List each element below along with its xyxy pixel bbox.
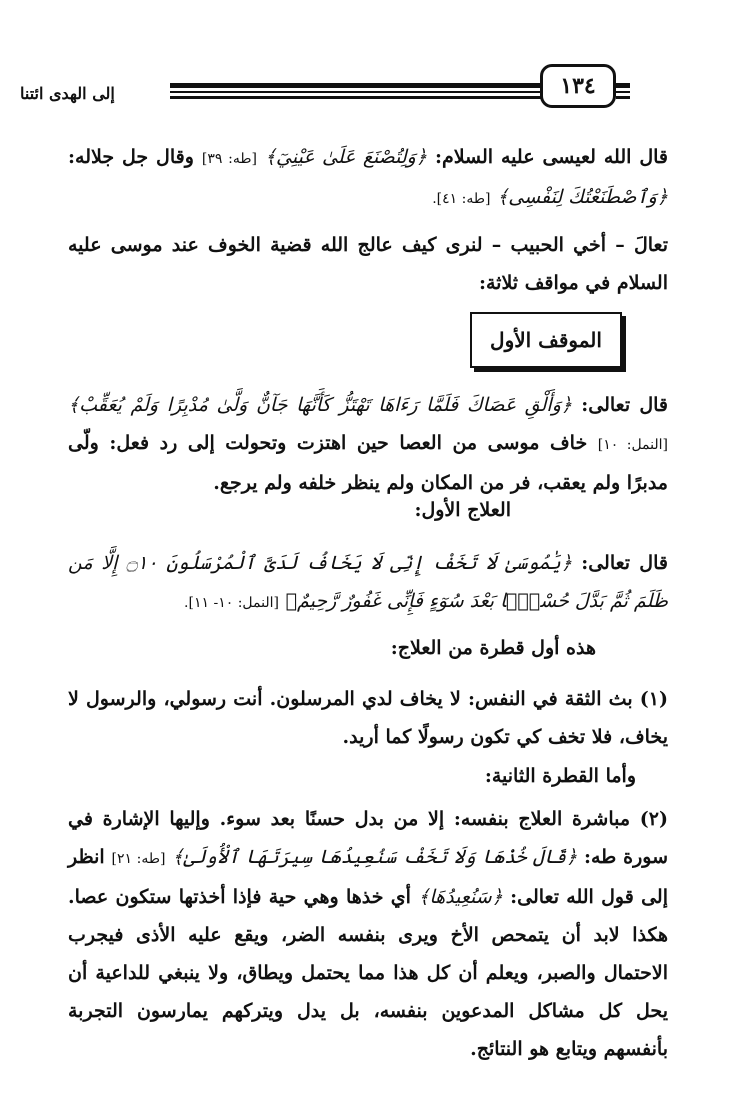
quran-verse: ﴿وَٱصْطَنَعْتُكَ لِنَفْسِى﴾ xyxy=(497,186,668,208)
paragraph-text: خاف موسى من العصا حين اهتزت وتحولت إلى رد فعل: ولّى مدبرًا ولم يعقب، فر من المكان ولم ينظر خلفه ولم يرجع. xyxy=(68,432,668,494)
header-rule xyxy=(616,83,630,88)
quran-verse: ﴿يَٰمُوسَىٰ لَا تَخَفْ إِنِّى لَا يَخَافُ لَدَىَّ ٱلْمُرْسَلُونَ ۝١٠ إِلَّا مَن ظَلَمَ ثُمَّ بَدَّلَ حُسْنًۢا بَعْدَ سُوٓءٍ فَإِنِّى غَفُورٌ رَّحِيمٌ﴾ xyxy=(68,552,668,612)
paragraph-text: انظر إلى قول الله تعالى: xyxy=(68,846,668,908)
paragraph-text: وقال جل جلاله: xyxy=(68,146,194,168)
header-rule xyxy=(170,96,542,99)
running-header-title: إلى الهدى ائتنا xyxy=(20,84,115,103)
header-rule xyxy=(616,91,630,93)
verse-reference: [النمل: ١٠- ١١]. xyxy=(184,595,279,611)
subheading-first-drop: هذه أول قطرة من العلاج: xyxy=(390,637,596,659)
verse-reference: [طه: ٣٩] xyxy=(201,151,257,167)
verse-reference: [النمل: ١٠] xyxy=(597,437,668,453)
paragraph-remedy-verse xyxy=(68,544,668,622)
header-rule xyxy=(170,83,542,88)
quran-verse: ﴿سَنُعِيدُهَا﴾ xyxy=(418,886,503,908)
subheading-first-remedy: العلاج الأول: xyxy=(414,499,511,521)
verse-reference: [طه: ٤١]. xyxy=(432,191,491,207)
paragraph-text: أي خذها وهي حية فإذا أخذتها ستكون عصا. هكذا لابد أن يتمحص الأخ ويرى بنفسه الضر، ويقع عليه الأذى فيجرب الاحتمال والصبر، ويعلم أن كل هذا مما يحتمل ويطاق، ولا ينبغي للداعية أن يحل كل مشاكل المدعوين بنفسه، بل يدل ويتركهم يمارسون التجربة بأنفسهم ويتابع هو النتائج. xyxy=(68,886,668,1060)
verse-reference: [طه: ٢١] xyxy=(111,851,166,867)
paragraph-text: قال الله لعيسى عليه السلام: xyxy=(434,146,669,168)
paragraph-direct-treatment xyxy=(68,800,668,1068)
quran-verse: ﴿وَأَلْقِ عَصَاكَ فَلَمَّا رَءَاهَا تَهْتَزُّ كَأَنَّهَا جَآنٌّ وَلَّىٰ مُدْبِرًا وَلَمْ يُعَقِّبْ﴾ xyxy=(68,394,573,416)
quran-verse: ﴿قَالَ خُذْهَا وَلَا تَخَفْ سَنُعِيدُهَا سِيرَتَهَا ٱلْأُولَىٰ﴾ xyxy=(172,846,578,868)
section-heading-box xyxy=(470,312,622,368)
paragraph-text: تعالَ – أخي الحبيب – لنرى كيف عالج الله قضية الخوف عند موسى عليه السلام في مواقف ثلاثة: xyxy=(68,234,668,294)
header-rule xyxy=(170,91,542,93)
paragraph-intro-musa xyxy=(68,226,668,302)
section-heading-label: الموقف الأول xyxy=(490,328,602,352)
paragraph-text: قال تعالى: xyxy=(581,394,668,416)
paragraph-isa xyxy=(68,138,668,218)
paragraph-text: قال تعالى: xyxy=(581,552,668,574)
quran-verse: ﴿وَلِتُصْنَعَ عَلَىٰ عَيْنِيٓ﴾ xyxy=(264,146,427,168)
page-number: ١٣٤ xyxy=(540,64,616,108)
paragraph-text: (١) بث الثقة في النفس: لا يخاف لدي المرسلون. أنت رسولي، والرسول لا يخاف، فلا تخف كي تكون رسولًا كما أريد. xyxy=(68,688,668,748)
header-rule xyxy=(616,96,630,99)
paragraph-text: (٢) مباشرة العلاج بنفسه: إلا من بدل حسنًا بعد سوء. وإليها الإشارة في سورة طه: xyxy=(68,808,668,868)
paragraph-first-stance xyxy=(68,386,668,502)
paragraph-confidence xyxy=(68,680,668,756)
subheading-second-drop: وأما القطرة الثانية: xyxy=(484,765,636,787)
